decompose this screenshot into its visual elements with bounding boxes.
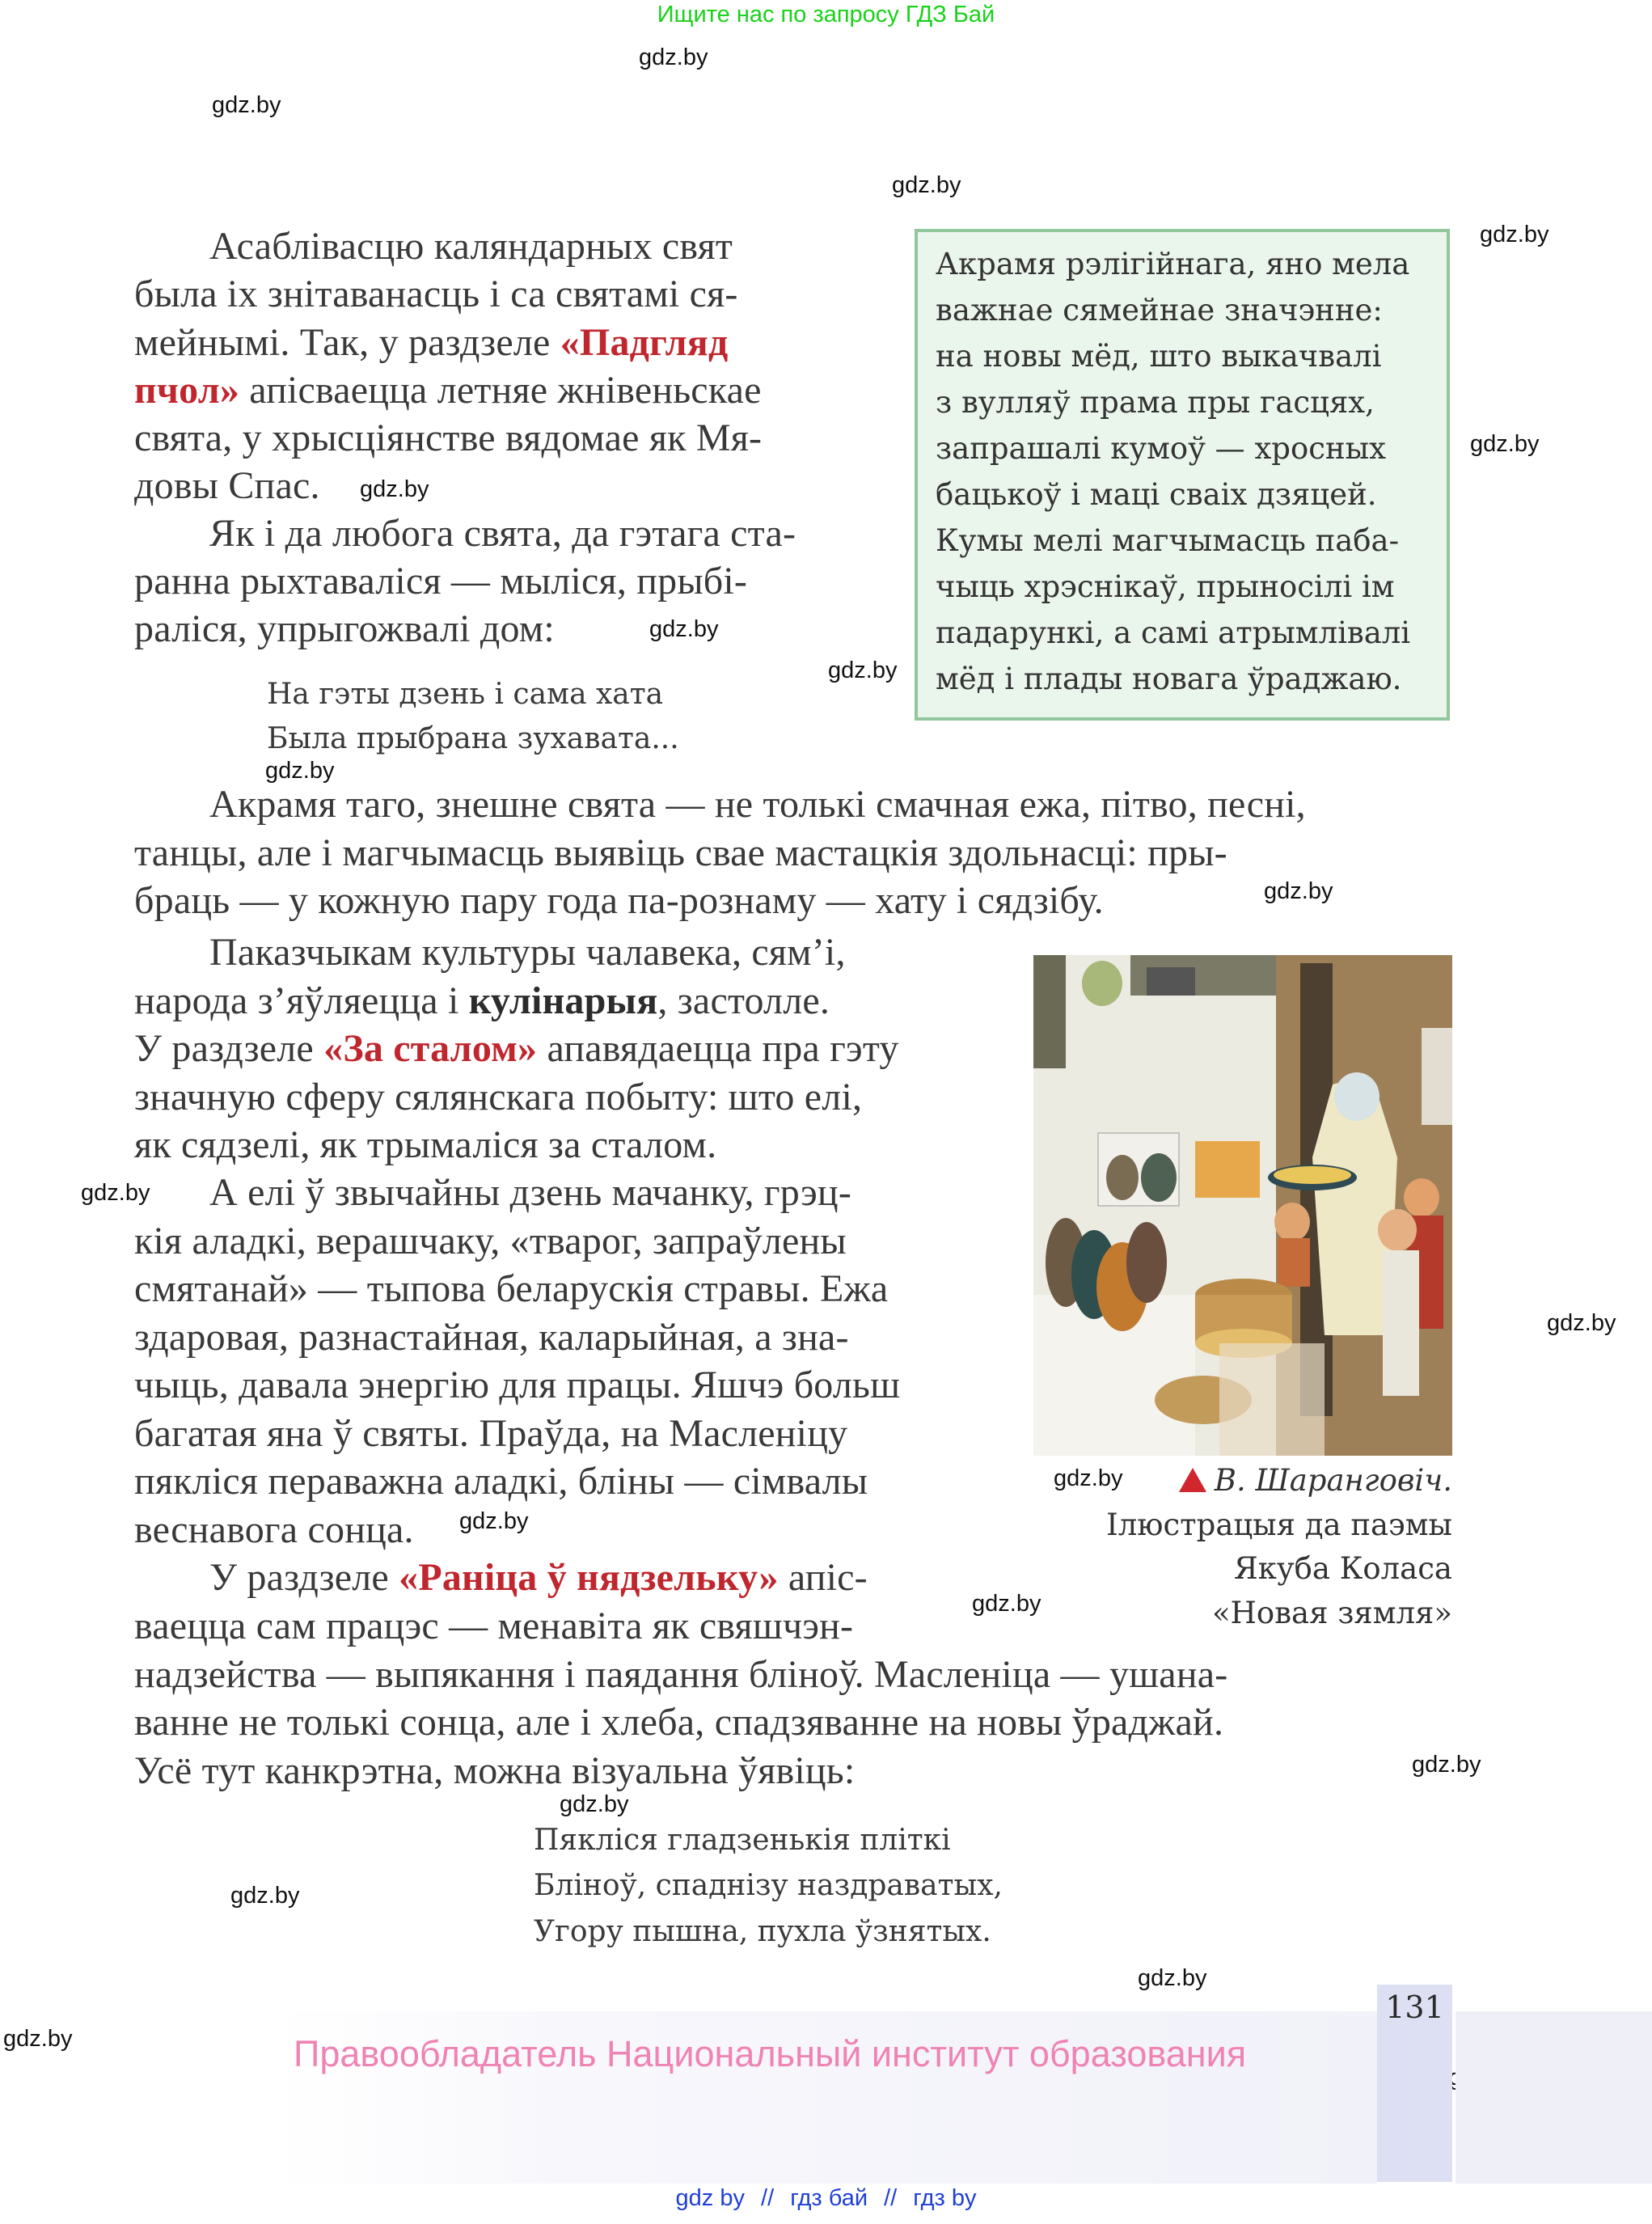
watermark-text: gdz.by	[828, 657, 898, 683]
caption-author-line	[1179, 1463, 1452, 1498]
text-line	[134, 1026, 899, 1071]
sidebox-line: Кумы мелі магчымасць паба-	[936, 523, 1400, 558]
caption-line: «Новая зямля»	[1212, 1596, 1452, 1630]
caption-line: Ілюстрацыя да паэмы	[1106, 1507, 1452, 1542]
watermark-text: gdz.by	[1054, 1465, 1123, 1491]
link-gdz-bai[interactable]: гдз бай	[790, 2185, 868, 2211]
text-line: чыць, давала энергію для працы. Яшчэ больш	[134, 1364, 901, 1406]
watermark-text: gdz.by	[560, 1791, 629, 1817]
watermark-text: gdz.by	[649, 616, 719, 642]
watermark-text: gdz.by	[892, 172, 961, 198]
watermark-text: gdz.by	[1264, 878, 1333, 904]
sidebox-line: запрашалі кумоў — хросных	[936, 431, 1386, 466]
caption-author: В. Шаранговіч.	[1214, 1463, 1452, 1498]
text-span: У раздзеле	[134, 1027, 324, 1070]
text-span: апавядаецца пра гэту	[537, 1027, 899, 1070]
text-line: танцы, але і магчымасць выявіць свае мастацкія здольнасці: пры-	[134, 831, 1227, 874]
promo-banner: Ищите нас по запросу ГДЗ Бай	[657, 2, 995, 27]
text-line: смятанай» — тыпова беларускія стравы. Ежа	[134, 1267, 889, 1310]
text-line: значную сферу сялянскага побыту: што елі,	[134, 1076, 863, 1118]
text-line: ранна рыхтаваліся — мыліся, прыбі-	[134, 560, 748, 603]
text-line	[134, 979, 830, 1023]
sidebox-line: чыць хрэснікаў, прыносілі ім	[936, 569, 1395, 604]
text-span: У раздзеле	[209, 1556, 399, 1599]
verse-line: Бліноў, спаднізу наздраватых,	[534, 1869, 1003, 1902]
watermark-text: gdz.by	[1480, 222, 1549, 247]
painting-graphic	[1033, 955, 1452, 1456]
text-line	[134, 368, 762, 412]
link-separator: //	[884, 2185, 898, 2211]
section-link-padglyad-pchol: «Падгляд	[560, 321, 729, 364]
watermark-text: gdz.by	[3, 2026, 73, 2052]
text-line: пякліся пераважна аладкі, бліны — сімвалы	[134, 1460, 868, 1503]
text-line: як сядзелі, як трымаліся за сталом.	[134, 1123, 717, 1166]
watermark-text: gdz.by	[212, 92, 281, 118]
text-span: апісваецца летняе жнівеньскае	[239, 369, 762, 412]
text-span: народа з’яўляецца і	[134, 979, 469, 1022]
sidebox-line: Акрамя рэлігійнага, яно мела	[936, 247, 1410, 281]
watermark-text: gdz.by	[360, 476, 429, 502]
sidebox-line: мёд і плады новага ўраджаю.	[936, 662, 1402, 696]
watermark-text: gdz.by	[459, 1508, 529, 1534]
text-line	[209, 1555, 868, 1600]
triangle-marker-icon	[1179, 1468, 1206, 1492]
text-line: была іх знітаванасць і са святамі ся-	[134, 273, 738, 315]
text-line: кія аладкі, верашчаку, «тварог, запраўлены	[134, 1220, 847, 1262]
link-gdz-by-cyr[interactable]: гдз by	[913, 2185, 977, 2211]
watermark-text: gdz.by	[639, 44, 708, 70]
text-line: раліся, упрыгожвалі дом:	[134, 607, 555, 650]
sidebox-line: на новы мёд, што выкачвалі	[936, 339, 1382, 374]
watermark-text: gdz.by	[1412, 1752, 1481, 1778]
text-line: Паказчыкам культуры чалавека, сям’і,	[209, 931, 846, 974]
watermark-text: gdz.by	[1138, 1965, 1207, 1991]
link-separator: //	[761, 2185, 775, 2211]
text-line: А елі ў звычайны дзень мачанку, грэц-	[209, 1171, 852, 1214]
text-line: свята, у хрысціянстве вядомае як Мя-	[134, 416, 763, 459]
sidebox-line: важнае сямейнае значэнне:	[936, 293, 1383, 328]
watermark-text: gdz.by	[81, 1180, 150, 1206]
verse-line: На гэты дзень і сама хата	[267, 678, 664, 711]
verse-line: Угору пышна, пухла ўзнятых.	[534, 1915, 991, 1948]
watermark-text: gdz.by	[972, 1591, 1041, 1617]
text-line: Акрамя таго, знешне свята — не толькі смачная ежа, пітво, песні,	[209, 783, 1306, 826]
text-line	[134, 320, 728, 365]
info-sidebox	[915, 229, 1450, 721]
section-link-padglyad-pchol-cont: пчол»	[134, 369, 240, 412]
bottom-links	[0, 2185, 1652, 2212]
section-link-ranica-u-nyadzelku: «Раніца ў нядзельку»	[399, 1556, 779, 1599]
watermark-text: gdz.by	[1547, 1310, 1616, 1336]
text-line: ванне не толькі сонца, але і хлеба, спадзяванне на новы ўраджай.	[134, 1701, 1224, 1744]
text-line: ваецца сам працэс — менавіта як свяшчэн-	[134, 1605, 854, 1647]
watermark-text: gdz.by	[265, 758, 335, 784]
watermark-text: gdz.by	[1470, 431, 1540, 457]
verse-line: Пякліся гладзенькія пліткі	[534, 1824, 951, 1857]
sidebox-line: бацькоў і маці сваіх дзяцей.	[936, 477, 1377, 512]
sidebox-line: падарункі, а самі атрымлівалі	[936, 615, 1411, 650]
link-gdz-by[interactable]: gdz by	[675, 2185, 745, 2211]
sidebox-line: з вулляў прама пры гасцях,	[936, 385, 1375, 420]
text-line: веснавога сонца.	[134, 1508, 414, 1551]
caption-line: Якуба Коласа	[1233, 1551, 1452, 1586]
watermark-text: gdz.by	[230, 1883, 300, 1909]
text-span: , застолле.	[657, 979, 830, 1022]
page-number-box	[1377, 1985, 1452, 2182]
text-line: браць — у кожную пару года па-рознаму — хату і сядзібу.	[134, 879, 1104, 922]
text-line: Усё тут канкрэтна, можна візуальна ўявіць:	[134, 1749, 856, 1792]
copyright-notice: Правообладатель Национальный институт образования	[294, 2033, 1247, 2074]
term-kulinaryia: кулінарыя	[468, 979, 658, 1022]
text-line: Як і да любога свята, да гэтага ста-	[209, 512, 796, 555]
text-span: апіс-	[778, 1556, 868, 1599]
text-line: здаровая, разнастайная, каларыйная, а зна-	[134, 1316, 849, 1359]
text-line: надзейства — выпякання і паядання бліноў. Масленіца — ушана-	[134, 1653, 1228, 1696]
illustration-painting	[1033, 955, 1452, 1456]
text-line: довы Спас.	[134, 464, 320, 507]
verse-line: Была прыбрана зухавата...	[267, 722, 679, 755]
page-number: 131	[1385, 1989, 1444, 2025]
section-link-za-stalom: «За сталом»	[323, 1027, 538, 1070]
footer-band-right	[1456, 2011, 1652, 2184]
text-line: Асаблівасцю каляндарных свят	[209, 225, 733, 268]
text-line: багатая яна ў святы. Праўда, на Масленіцу	[134, 1412, 848, 1455]
text-span: мейнымі. Так, у раздзеле	[134, 321, 560, 364]
